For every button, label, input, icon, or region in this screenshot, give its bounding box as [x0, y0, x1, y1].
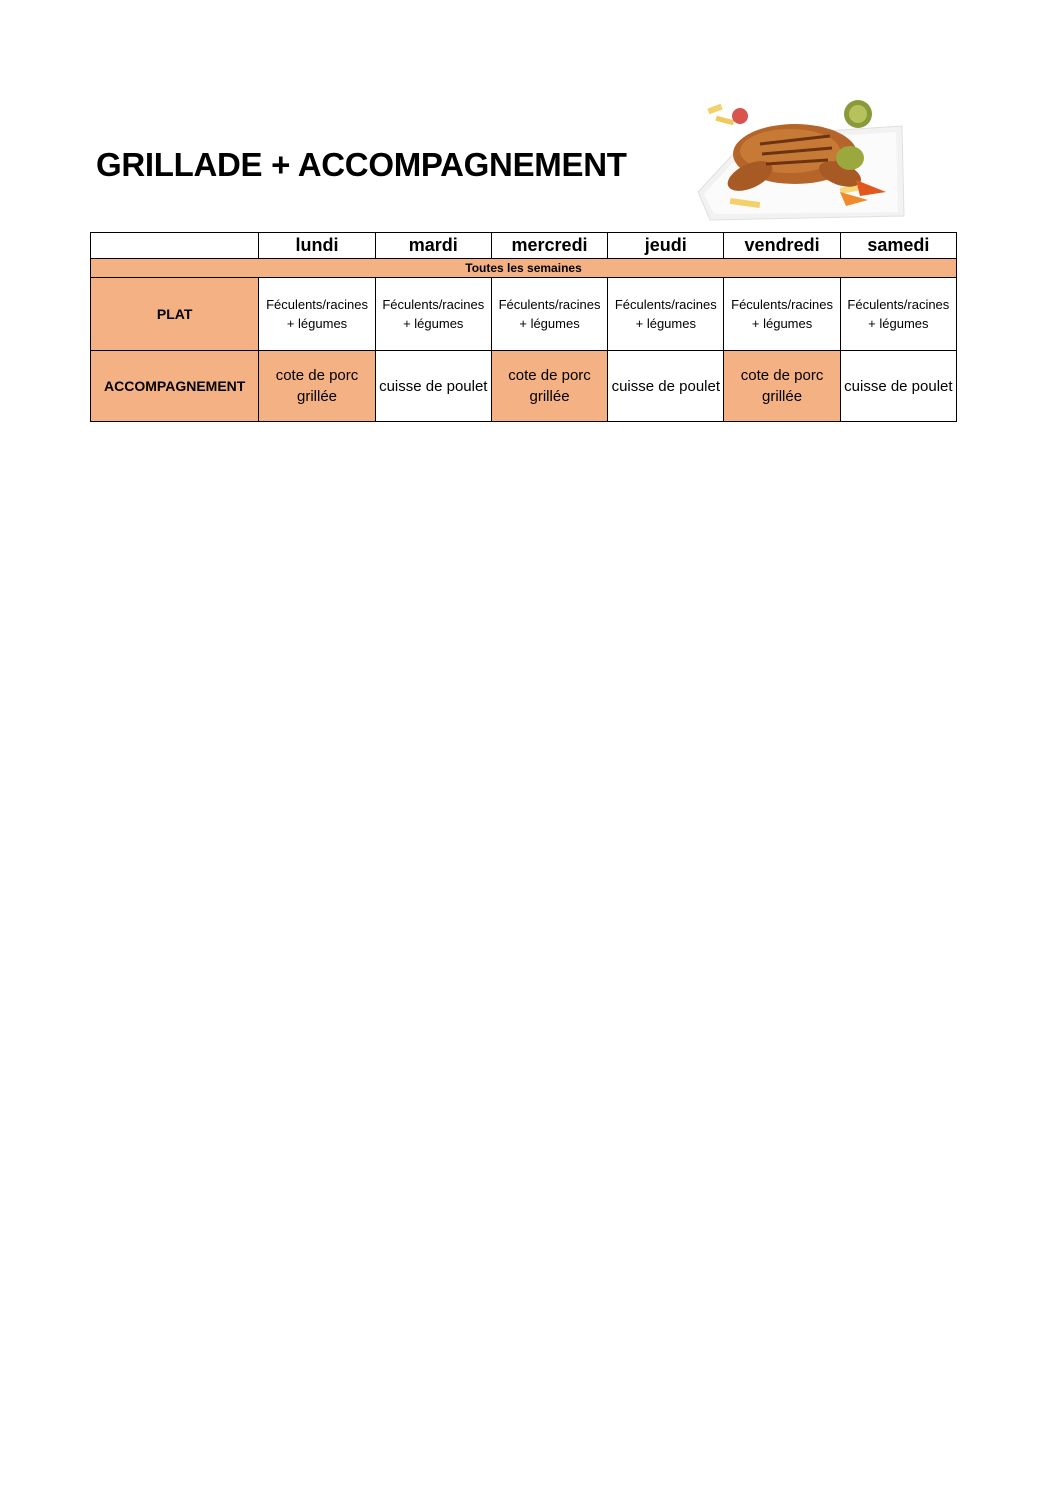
cell-line: grillée: [762, 388, 803, 405]
accompagnement-cell-lundi: [259, 351, 375, 422]
cell-line: grillée: [529, 388, 570, 405]
cell-line: cuisse de poulet: [611, 377, 720, 395]
accompagnement-cell-vendredi: [724, 351, 840, 422]
cell-line: + légumes: [868, 316, 929, 331]
cell-line: + légumes: [403, 316, 464, 331]
cell-line: + légumes: [751, 316, 813, 331]
cell-line: cuisse de poulet: [379, 377, 488, 395]
cell-line: Féculents/racines: [614, 297, 717, 312]
cell-line: Féculents/racines: [498, 297, 601, 312]
accompagnement-cell-mercredi: [491, 351, 607, 422]
accompagnement-cell-mardi: [375, 351, 491, 422]
day-header-samedi: samedi: [840, 233, 956, 259]
cell-line: + légumes: [635, 316, 696, 331]
plat-cell-vendredi: [724, 278, 840, 351]
cell-line: + légumes: [286, 316, 348, 331]
plat-row: [91, 278, 957, 351]
day-header-mercredi: mercredi: [491, 233, 607, 259]
day-header-jeudi: jeudi: [608, 233, 724, 259]
plat-cell-jeudi: [608, 278, 724, 351]
weekly-menu-table: [90, 232, 957, 422]
page-title: GRILLADE + ACCOMPAGNEMENT: [96, 146, 627, 183]
cell-line: cote de porc: [740, 367, 824, 384]
plat-cell-mercredi: [491, 278, 607, 351]
cell-line: cote de porc: [508, 367, 591, 384]
cell-line: Féculents/racines: [266, 297, 368, 312]
accompagnement-row: [91, 351, 957, 422]
cell-line: cuisse de poulet: [844, 377, 953, 395]
day-header-vendredi: vendredi: [724, 233, 840, 259]
plat-cell-samedi: [840, 278, 956, 351]
plat-cell-lundi: [259, 278, 375, 351]
cell-line: Féculents/racines: [847, 297, 950, 312]
day-header-mardi: mardi: [375, 233, 491, 259]
day-header-lundi: lundi: [259, 233, 375, 259]
cell-line: cote de porc: [275, 367, 359, 384]
cell-line: + légumes: [519, 316, 580, 331]
plat-cell-mardi: [375, 278, 491, 351]
day-header-row: [91, 233, 957, 259]
cell-line: Féculents/racines: [382, 297, 485, 312]
grilled-chicken-image: [690, 96, 908, 228]
corner-cell: [91, 233, 259, 259]
week-banner-row: [91, 259, 957, 278]
week-banner: Toutes les semaines: [91, 259, 957, 278]
cell-line: grillée: [296, 388, 338, 405]
row-label-accompagnement: ACCOMPAGNEMENT: [91, 351, 259, 422]
accompagnement-cell-jeudi: [608, 351, 724, 422]
accompagnement-cell-samedi: [840, 351, 956, 422]
row-label-plat: PLAT: [91, 278, 259, 351]
cell-line: Féculents/racines: [731, 297, 834, 312]
